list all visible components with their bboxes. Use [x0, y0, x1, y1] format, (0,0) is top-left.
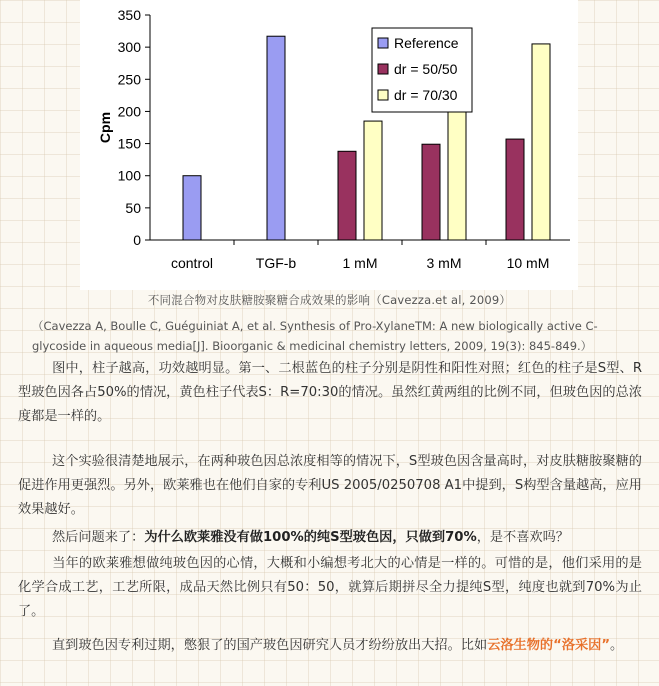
- x-category-label: TGF-b: [255, 255, 297, 271]
- paragraph-3-question: 为什么欧莱雅没有做100%的纯S型玻色因，只做到70%: [144, 530, 477, 545]
- bar-3-5: [532, 44, 550, 240]
- paragraph-1-text: 图中，柱子越高，功效越明显。第一、二根蓝色的柱子分别是阴性和阳性对照；红色的柱子是S型、R型玻色因各占50%的情况，黄色柱子代表S：R=70:30的情况。虽然红黄两组的比例不同，但玻色因的总浓度都是一样的。: [18, 361, 642, 424]
- paragraph-2: [18, 450, 642, 522]
- y-tick-label: 100: [117, 167, 141, 184]
- bar-2-5: [506, 139, 524, 240]
- legend-swatch: [378, 64, 388, 74]
- paragraph-1: [18, 357, 642, 429]
- bar-chart-figure: [80, 0, 578, 290]
- legend-label: dr = 70/30: [394, 87, 458, 103]
- y-tick-label: 200: [117, 103, 141, 120]
- reference-line-1: （Cavezza A, Boulle C, Guéguiniat A, et al. Synthesis of Pro-XylaneTM: A new biologically active C-: [32, 319, 598, 333]
- y-tick-label: 250: [117, 71, 141, 88]
- paragraph-4: [18, 552, 642, 624]
- paragraph-5-end: 。: [610, 638, 624, 653]
- bar-3-3: [364, 121, 382, 240]
- bar-1-2: [267, 36, 285, 240]
- x-category-label: 10 mM: [506, 255, 550, 271]
- y-axis-label: Cpm: [97, 111, 113, 144]
- bar-2-3: [338, 151, 356, 240]
- x-category-label: 3 mM: [426, 255, 462, 271]
- paragraph-3-start: 然后问题来了：: [52, 530, 145, 545]
- y-tick-label: 300: [117, 39, 141, 56]
- legend-label: Reference: [394, 35, 459, 51]
- paragraph-4-text: 当年的欧莱雅想做纯玻色因的心情，大概和小编想考北大的心情是一样的。可惜的是，他们采用的是化学合成工艺，工艺所限，成品天然比例只有50：50，就算后期拼尽全力提纯S型，纯度也就到70%为止了。: [18, 556, 642, 619]
- paragraph-5: [18, 634, 642, 658]
- x-category-label: control: [170, 255, 214, 271]
- legend-swatch: [378, 90, 388, 100]
- paragraph-3: [18, 526, 642, 550]
- reference-line-2: glycoside in aqueous media[J]. Bioorganic & medicinal chemistry letters, 2009, 19(3): 845-849.）: [32, 339, 593, 353]
- legend-label: dr = 50/50: [394, 61, 458, 77]
- bar-2-4: [422, 144, 440, 240]
- paragraph-5-product-link: 云洛生物的“洛采因”: [487, 638, 611, 653]
- paragraph-2-text: 这个实验很清楚地展示，在两种玻色因总浓度相等的情况下，S型玻色因含量高时，对皮肤糖胺聚糖的促进作用更强烈。另外，欧莱雅也在他们自家的专利US 2005/0250708 A1中提到，S构型含量越高，应用效果越好。: [18, 454, 642, 517]
- bar-1-1: [183, 176, 201, 240]
- paragraph-3-end: ，是不喜欢吗？: [476, 530, 569, 545]
- y-tick-label: 150: [117, 135, 141, 152]
- y-tick-label: 0: [133, 232, 141, 248]
- paragraph-5-start: 直到玻色因专利过期，憋狠了的国产玻色因研究人员才纷纷放出大招。比如: [52, 638, 488, 653]
- y-tick-label: 50: [125, 199, 141, 216]
- legend-swatch: [378, 38, 388, 48]
- figure-caption: 不同混合物对皮肤糖胺聚糖合成效果的影响（Cavezza.et al, 2009）: [147, 293, 512, 307]
- bar-chart: [80, 0, 578, 290]
- y-tick-label: 350: [117, 7, 141, 23]
- x-category-label: 1 mM: [342, 255, 378, 271]
